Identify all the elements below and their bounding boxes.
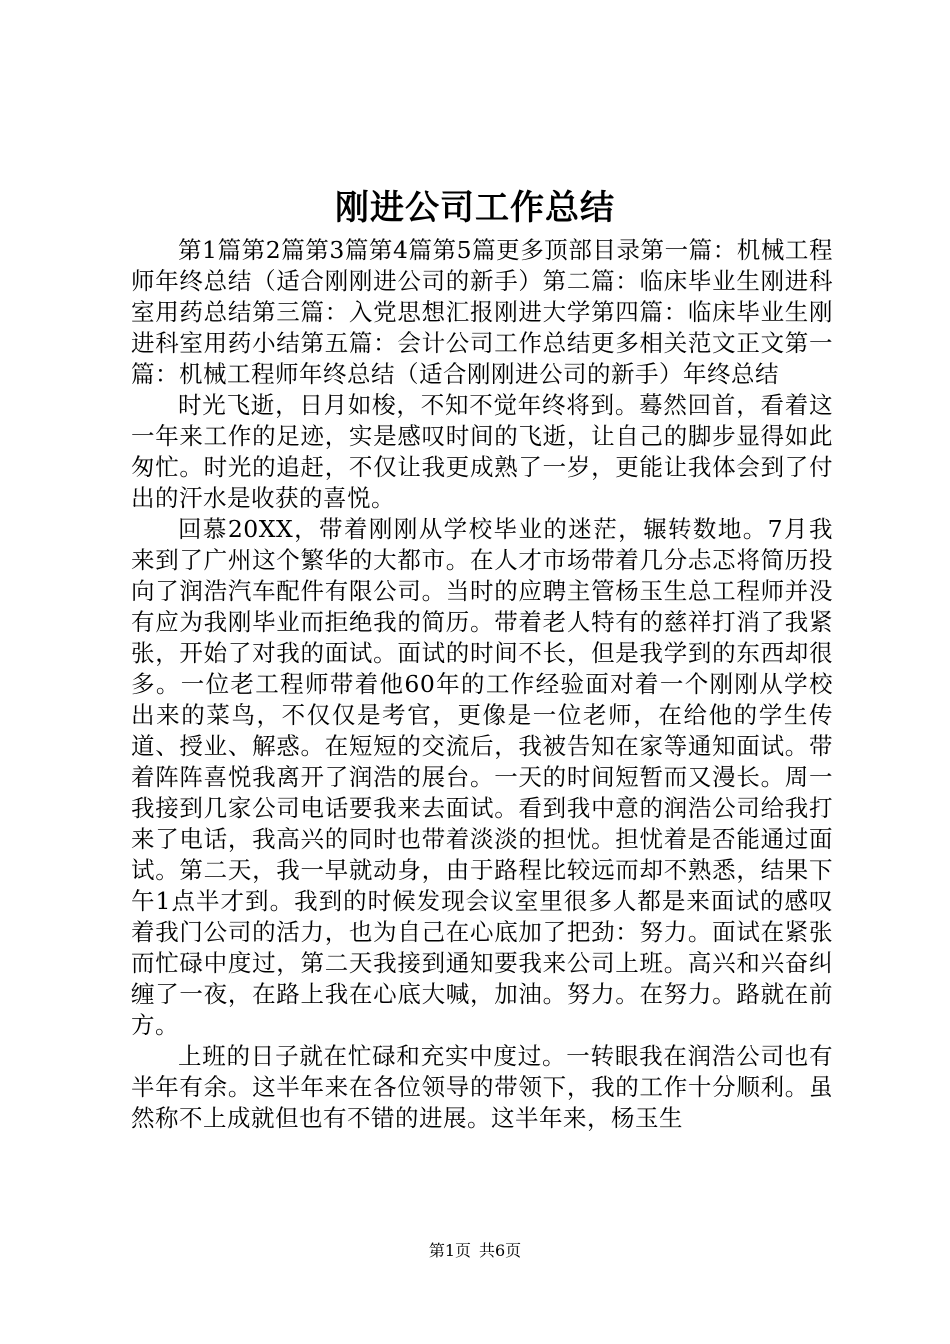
paragraph: 上班的日子就在忙碌和充实中度过。一转眼我在润浩公司也有半年有余。这半年来在各位领导的带领下，我的工作十分顺利。虽然称不上成就但也有不错的进展。这半年来，杨玉生 xyxy=(131,1042,833,1132)
page-title: 刚进公司工作总结 xyxy=(335,188,615,228)
paragraph: 时光飞逝，日月如梭，不知不觉年终将到。蓦然回首，看着这一年来工作的足迹，实是感叹时间的飞逝，让自己的脚步显得如此匆忙。时光的追赶，不仅让我更成熟了一岁，更能让我体会到了付出的汗水是收获的喜悦。 xyxy=(131,391,833,512)
paragraph-table-of-contents: 第1篇第2篇第3篇第4篇第5篇更多顶部目录第一篇：机械工程师年终总结（适合刚刚进公司的新手）第二篇：临床毕业生刚进科室用药总结第三篇：入党思想汇报刚进大学第四篇：临床毕业生刚进科室用药小结第五篇：会计公司工作总结更多相关范文正文第一篇：机械工程师年终总结（适合刚刚进公司的新手）年终总结 xyxy=(131,236,833,388)
document-body xyxy=(131,235,833,1134)
page-footer xyxy=(0,1240,950,1262)
paragraph: 回慕20XX，带着刚刚从学校毕业的迷茫，辗转数地。7月我来到了广州这个繁华的大都市。在人才市场带着几分忐忑将简历投向了润浩汽车配件有限公司。当时的应聘主管杨玉生总工程师并没有应为我刚毕业而拒绝我的简历。带着老人特有的慈祥打消了我紧张，开始了对我的面试。面试的时间不长，但是我学到的东西却很多。一位老工程师带着他60年的工作经验面对着一个刚刚从学校出来的菜鸟，不仅仅是考官，更像是一位老师，在给他的学生传道、授业、解惑。在短短的交流后，我被告知在家等通知面试。带着阵阵喜悦我离开了润浩的展台。一天的时间短暂而又漫长。周一我接到几家公司电话要我来去面试。看到我中意的润浩公司给我打来了电话，我高兴的同时也带着淡淡的担忧。担忧着是否能通过面试。第二天，我一早就动身，由于路程比较远而却不熟悉，结果下午1点半才到。我到的时候发现会议室里很多人都是来面试的感叹着我门公司的活力，也为自己在心底加了把劲：努力。面试在紧张而忙碌中度过，第二天我接到通知要我来公司上班。高兴和兴奋纠缠了一夜，在路上我在心底大喊，加油。努力。在努力。路就在前方。 xyxy=(131,515,833,1039)
page-total: 共6页 xyxy=(479,1241,522,1260)
page-number: 第1页 xyxy=(428,1241,471,1260)
